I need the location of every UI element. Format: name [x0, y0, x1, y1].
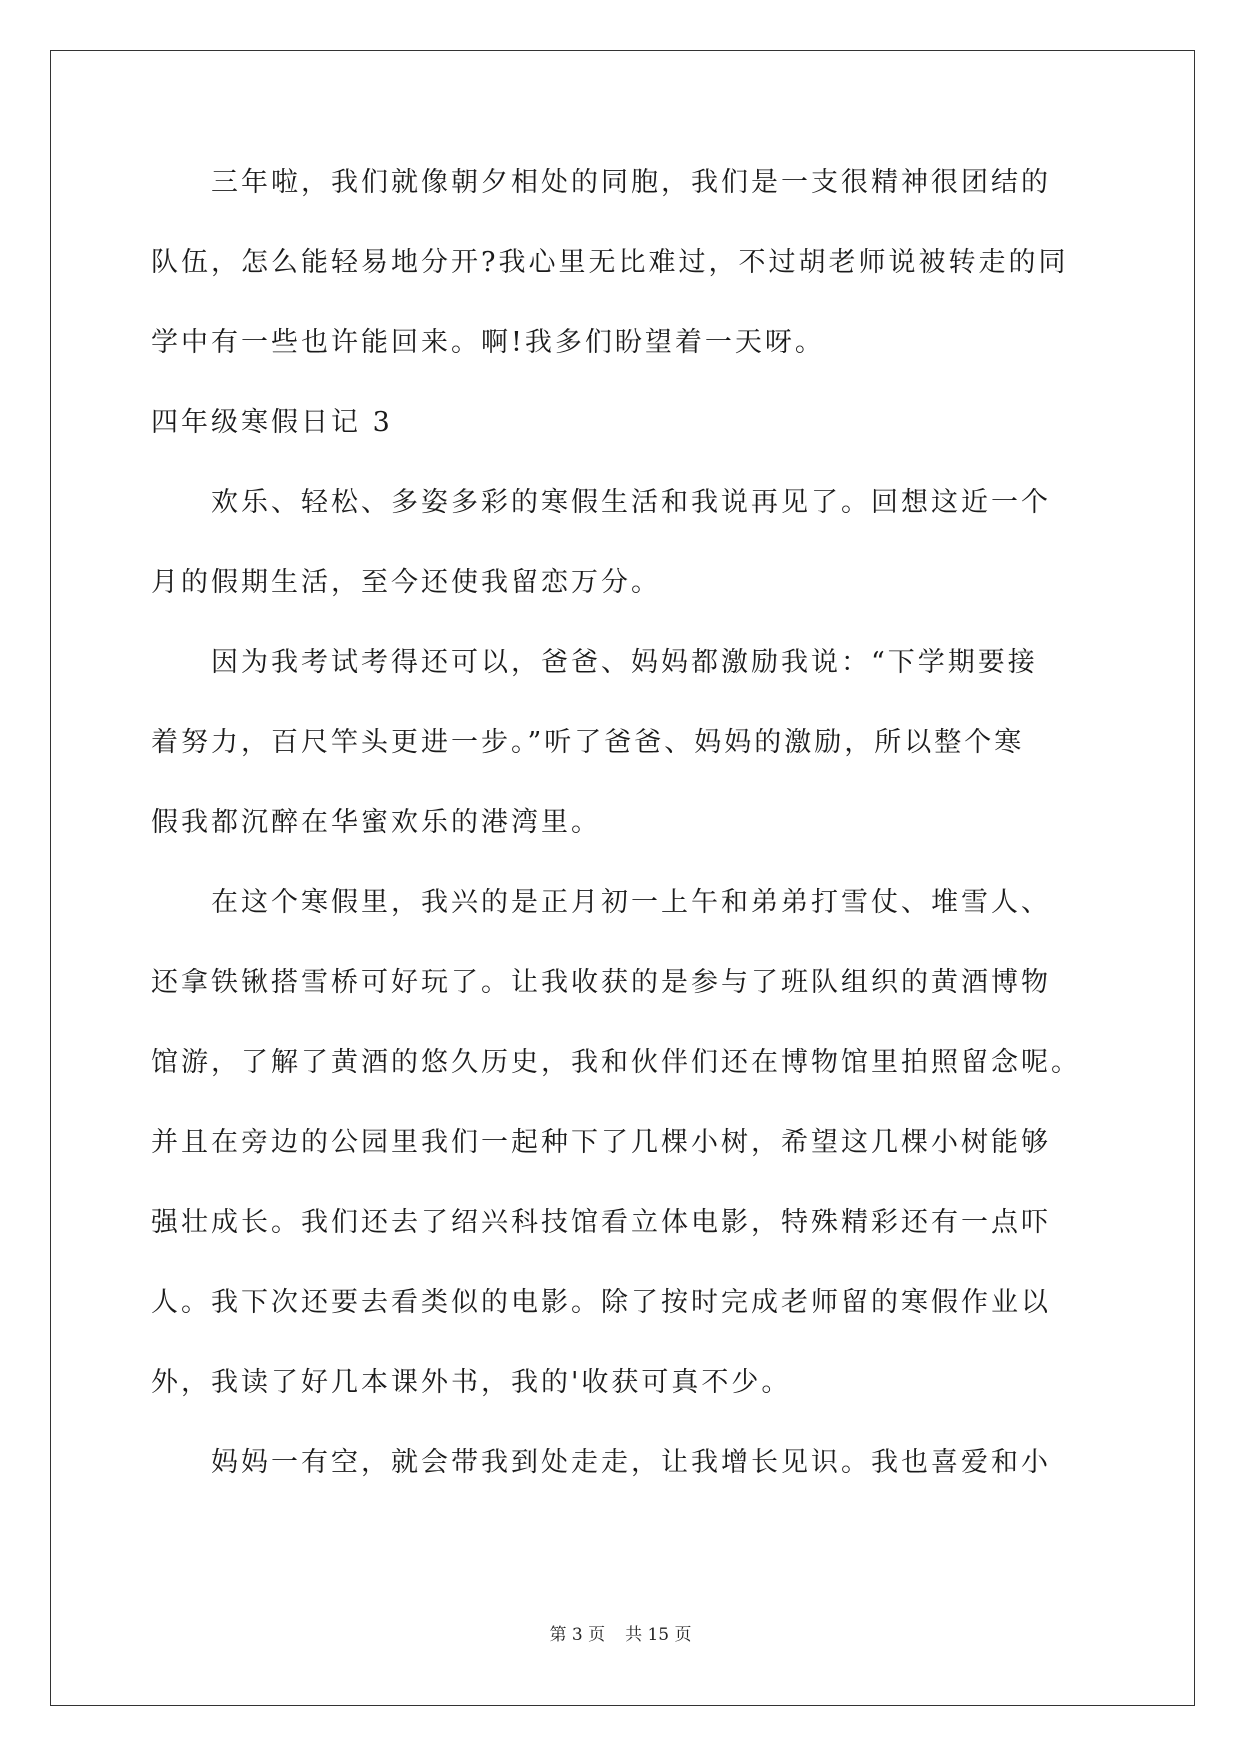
section-heading: 四年级寒假日记 3: [151, 407, 393, 438]
text-line: 假我都沉醉在华蜜欢乐的港湾里。: [151, 807, 601, 838]
text-line: 欢乐、轻松、多姿多彩的寒假生活和我说再见了。回想这近一个: [151, 487, 1051, 518]
text-line: 还拿铁锹搭雪桥可好玩了。让我收获的是参与了班队组织的黄酒博物: [151, 967, 1051, 998]
text-line: 月的假期生活，至今还使我留恋万分。: [151, 567, 661, 598]
text-line: 妈妈一有空，就会带我到处走走，让我增长见识。我也喜爱和小: [151, 1447, 1051, 1478]
text-line: 因为我考试考得还可以，爸爸、妈妈都激励我说：“下学期要接: [151, 647, 1038, 678]
text-line: 学中有一些也许能回来。啊!我多们盼望着一天呀。: [151, 327, 825, 358]
text-line: 外，我读了好几本课外书，我的'收获可真不少。: [151, 1367, 792, 1398]
text-line: 着努力，百尺竿头更进一步。”听了爸爸、妈妈的激励，所以整个寒: [151, 727, 1025, 758]
page-total: 共 15 页: [625, 1625, 692, 1645]
text-line: 三年啦，我们就像朝夕相处的同胞，我们是一支很精神很团结的: [151, 167, 1051, 198]
text-line: 馆游，了解了黄酒的悠久历史，我和伙伴们还在博物馆里拍照留念呢。: [151, 1047, 1081, 1078]
page-number: 第 3 页: [549, 1625, 606, 1645]
text-line: 人。我下次还要去看类似的电影。除了按时完成老师留的寒假作业以: [151, 1287, 1051, 1318]
text-line: 队伍，怎么能轻易地分开?我心里无比难过，不过胡老师说被转走的同: [151, 247, 1069, 278]
text-line: 并且在旁边的公园里我们一起种下了几棵小树，希望这几棵小树能够: [151, 1127, 1051, 1158]
text-line: 在这个寒假里，我兴的是正月初一上午和弟弟打雪仗、堆雪人、: [151, 887, 1051, 918]
text-line: 强壮成长。我们还去了绍兴科技馆看立体电影，特殊精彩还有一点吓: [151, 1207, 1051, 1238]
page-footer: [0, 1624, 1241, 1646]
